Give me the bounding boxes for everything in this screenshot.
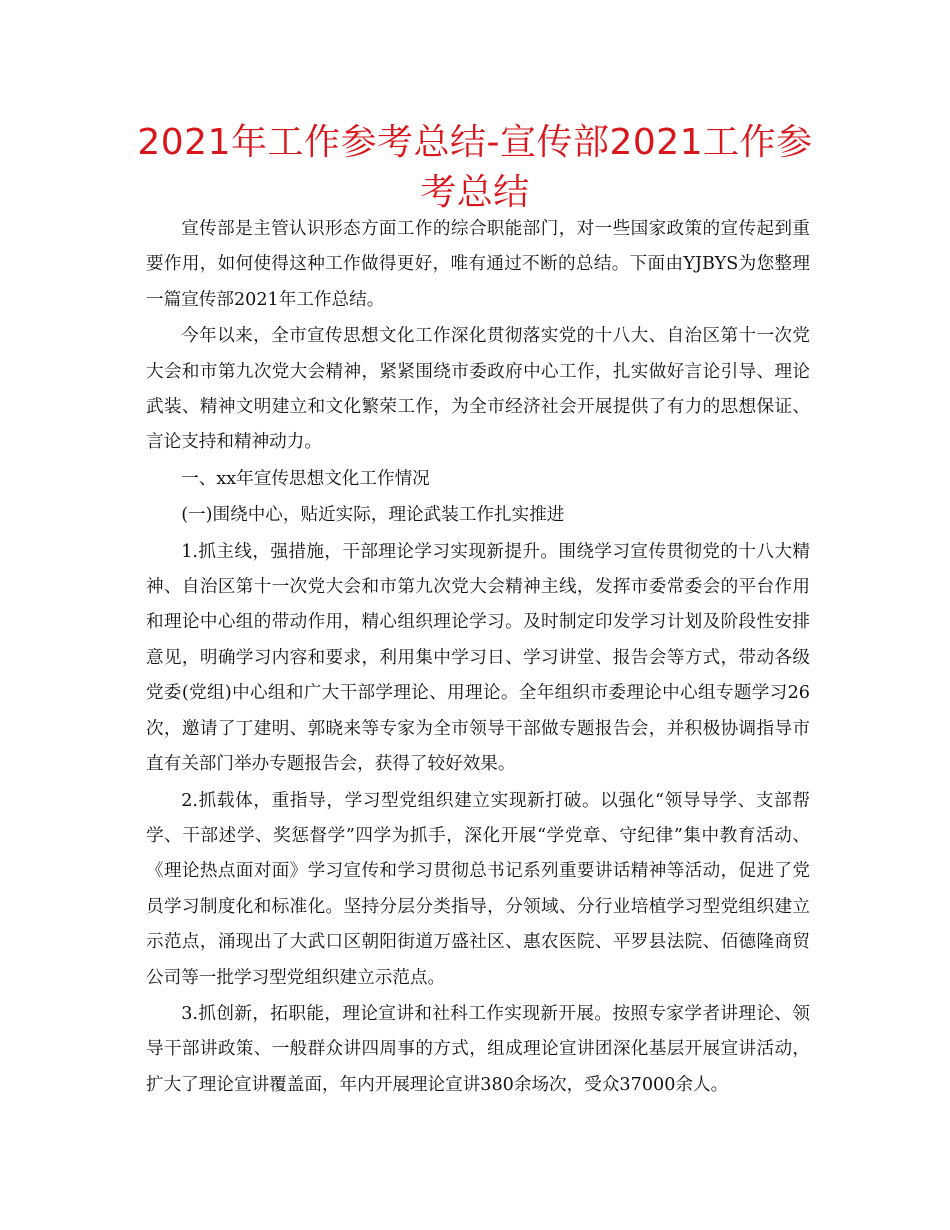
paragraph-item-1: 1.抓主线，强措施，干部理论学习实现新提升。围绕学习宣传贯彻党的十八大精神、自治区第十一次党大会和市第九次党大会精神主线，发挥市委常委会的平台作用和理论中心组的带动作用，精心组织理论学习。及时制定印发学习计划及阶段性安排意见，明确学习内容和要求，利用集中学习日、学习讲堂、报告会等方式，带动各级党委(党组)中心组和广大干部学理论、用理论。全年组织市委理论中心组专题学习26次，邀请了丁建明、郭晓来等专家为全市领导干部做专题报告会，并积极协调指导市直有关部门举办专题报告会，获得了较好效果。 bbox=[146, 541, 810, 775]
section-heading: 一、xx年宣传思想文化工作情况 bbox=[181, 468, 430, 489]
paragraph-item-2: 2.抓载体，重指导，学习型党组织建立实现新打破。以强化“领导导学、支部帮学、干部述学、奖惩督学”四学为抓手，深化开展“学党章、守纪律”集中教育活动、《理论热点面对面》学习宣传和学习贯彻总书记系列重要讲话精神等活动，促进了党员学习制度化和标准化。坚持分层分类指导，分领域、分行业培植学习型党组织建立示范点，涌现出了大武口区朝阳街道万盛社区、惠农医院、平罗县法院、佰德隆商贸公司等一批学习型党组织建立示范点。 bbox=[146, 790, 810, 988]
paragraph-intro: 宣传部是主管认识形态方面工作的综合职能部门，对一些国家政策的宣传起到重要作用，如何使得这种工作做得更好，唯有通过不断的总结。下面由YJBYS为您整理一篇宣传部2021年工作总结。 bbox=[146, 219, 810, 310]
document-title: 2021年工作参考总结-宣传部2021工作参考总结 bbox=[137, 122, 813, 213]
paragraph-item-3: 3.抓创新，拓职能，理论宣讲和社科工作实现新开展。按照专家学者讲理论、领导干部讲政策、一般群众讲四周事的方式，组成理论宣讲团深化基层开展宣讲活动，扩大了理论宣讲覆盖面，年内开展理论宣讲380余场次，受众37000余人。 bbox=[146, 1003, 810, 1095]
document-body bbox=[146, 212, 810, 1104]
paragraph-overview: 今年以来，全市宣传思想文化工作深化贯彻落实党的十八大、自治区第十一次党大会和市第九次党大会精神，紧紧围绕市委政府中心工作，扎实做好言论引导、理论武装、精神文明建立和文化繁荣工作，为全市经济社会开展提供了有力的思想保证、言论支持和精神动力。 bbox=[146, 326, 810, 453]
subsection-heading: (一)围绕中心，贴近实际，理论武装工作扎实推进 bbox=[181, 505, 565, 526]
